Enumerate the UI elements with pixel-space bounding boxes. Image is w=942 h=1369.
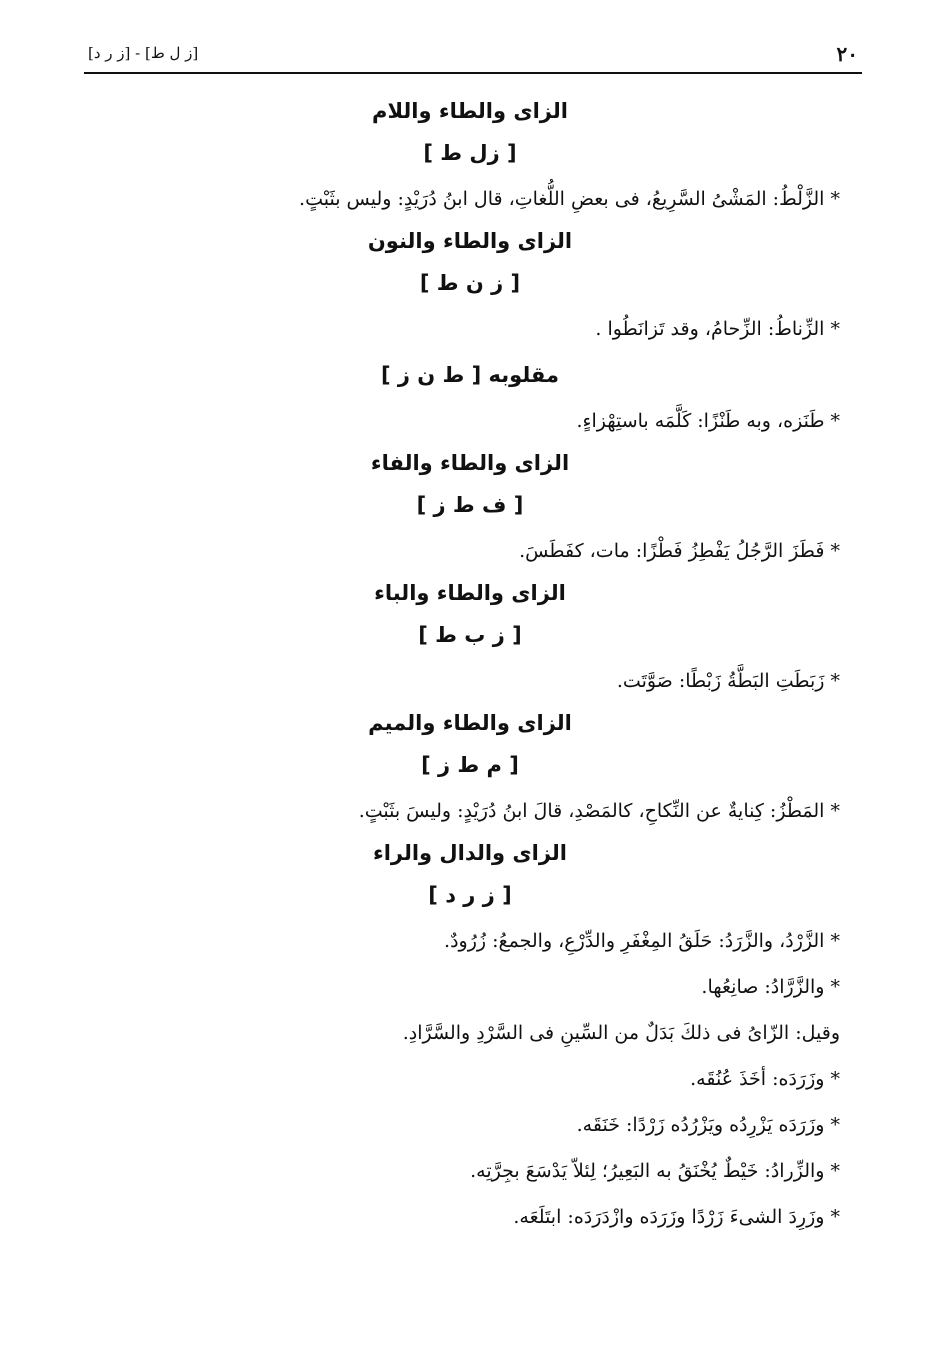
dictionary-entry: * وزَرِدَ الشىءَ زَرْدًا وزَرَدَه وازْدَرَدَه: ابتَلَعَه.	[513, 1206, 840, 1228]
section-heading: مقلوبه [ ط ن ز ]	[380, 363, 560, 387]
root-heading: [ ز ن ط ]	[419, 271, 521, 295]
dictionary-entry: * وزَرَدَه: أخَذَ عُنُقَه.	[690, 1068, 840, 1090]
dictionary-entry: وقيل: الزّاىُ فى ذلكَ بَدَلٌ من السِّينِ فى السَّرْدِ والسَّرَّادِ.	[402, 1022, 840, 1044]
dictionary-entry: * الزَّرْدُ، والزَّرَدُ: حَلَقُ المِغْفَرِ والدِّرْعِ، والجمعُ: زُرُودٌ.	[444, 930, 840, 952]
running-head: [ز ل ط] - [ز ر د]	[88, 44, 199, 62]
section-heading: الزاى والطاء والميم	[368, 711, 572, 735]
dictionary-entry: * المَطْزُ: كِنايةٌ عن النِّكاحِ، كالمَصْدِ، قالَ ابنُ دُرَيْدٍ: وليسَ بثَبْتٍ.	[358, 800, 840, 822]
dictionary-entry: * فَطَزَ الرَّجُلُ يَفْطِزُ فَطْزًا: مات، كفَطَسَ.	[519, 540, 840, 562]
dictionary-entry: * الزَّلْطُ: المَشْىُ السَّرِيعُ، فى بعضِ اللُّغاتِ، قال ابنُ دُرَيْدٍ: وليس بثَبْتٍ.	[299, 188, 840, 210]
dictionary-entry: * طَنَزه، وبه طَنْزًا: كَلَّمَه باستِهْزاءٍ.	[576, 410, 840, 432]
root-heading: [ ز ب ط ]	[418, 623, 522, 647]
dictionary-entry: * والزِّرادُ: خَيْطٌ يُخْنَقُ به البَعِيرُ؛ لِئلاّ يَدْسَعَ بجِرَّتِه.	[470, 1160, 840, 1182]
page-number: ٢٠	[836, 42, 858, 66]
section-heading: الزاى والدال والراء	[372, 841, 568, 865]
section-heading: الزاى والطاء والفاء	[370, 451, 570, 475]
root-heading: [ ف ط ز ]	[416, 493, 524, 517]
page-body	[60, 92, 840, 1240]
root-heading: [ م ط ز ]	[421, 753, 519, 777]
dictionary-entry: * وزَرَدَه يَزْرِدُه ويَزْرُدُه زَرْدًا: خَنَقَه.	[576, 1114, 840, 1136]
dictionary-entry: * الزِّناطُ: الزِّحامُ، وقد تَزانَطُوا .	[595, 318, 840, 340]
section-heading: الزاى والطاء واللام	[372, 99, 568, 123]
root-heading: [ زل ط ]	[423, 141, 517, 165]
dictionary-entry: * والزَّرَّادُ: صانِعُها.	[701, 976, 840, 998]
dictionary-entry: * زَبَطَتِ البَطَّةُ زَبْطًا: صَوَّتَت.	[616, 670, 840, 692]
section-heading: الزاى والطاء والنون	[367, 229, 573, 253]
page-header	[84, 38, 862, 74]
section-heading: الزاى والطاء والباء	[374, 581, 566, 605]
root-heading: [ ز ر د ]	[428, 883, 512, 907]
